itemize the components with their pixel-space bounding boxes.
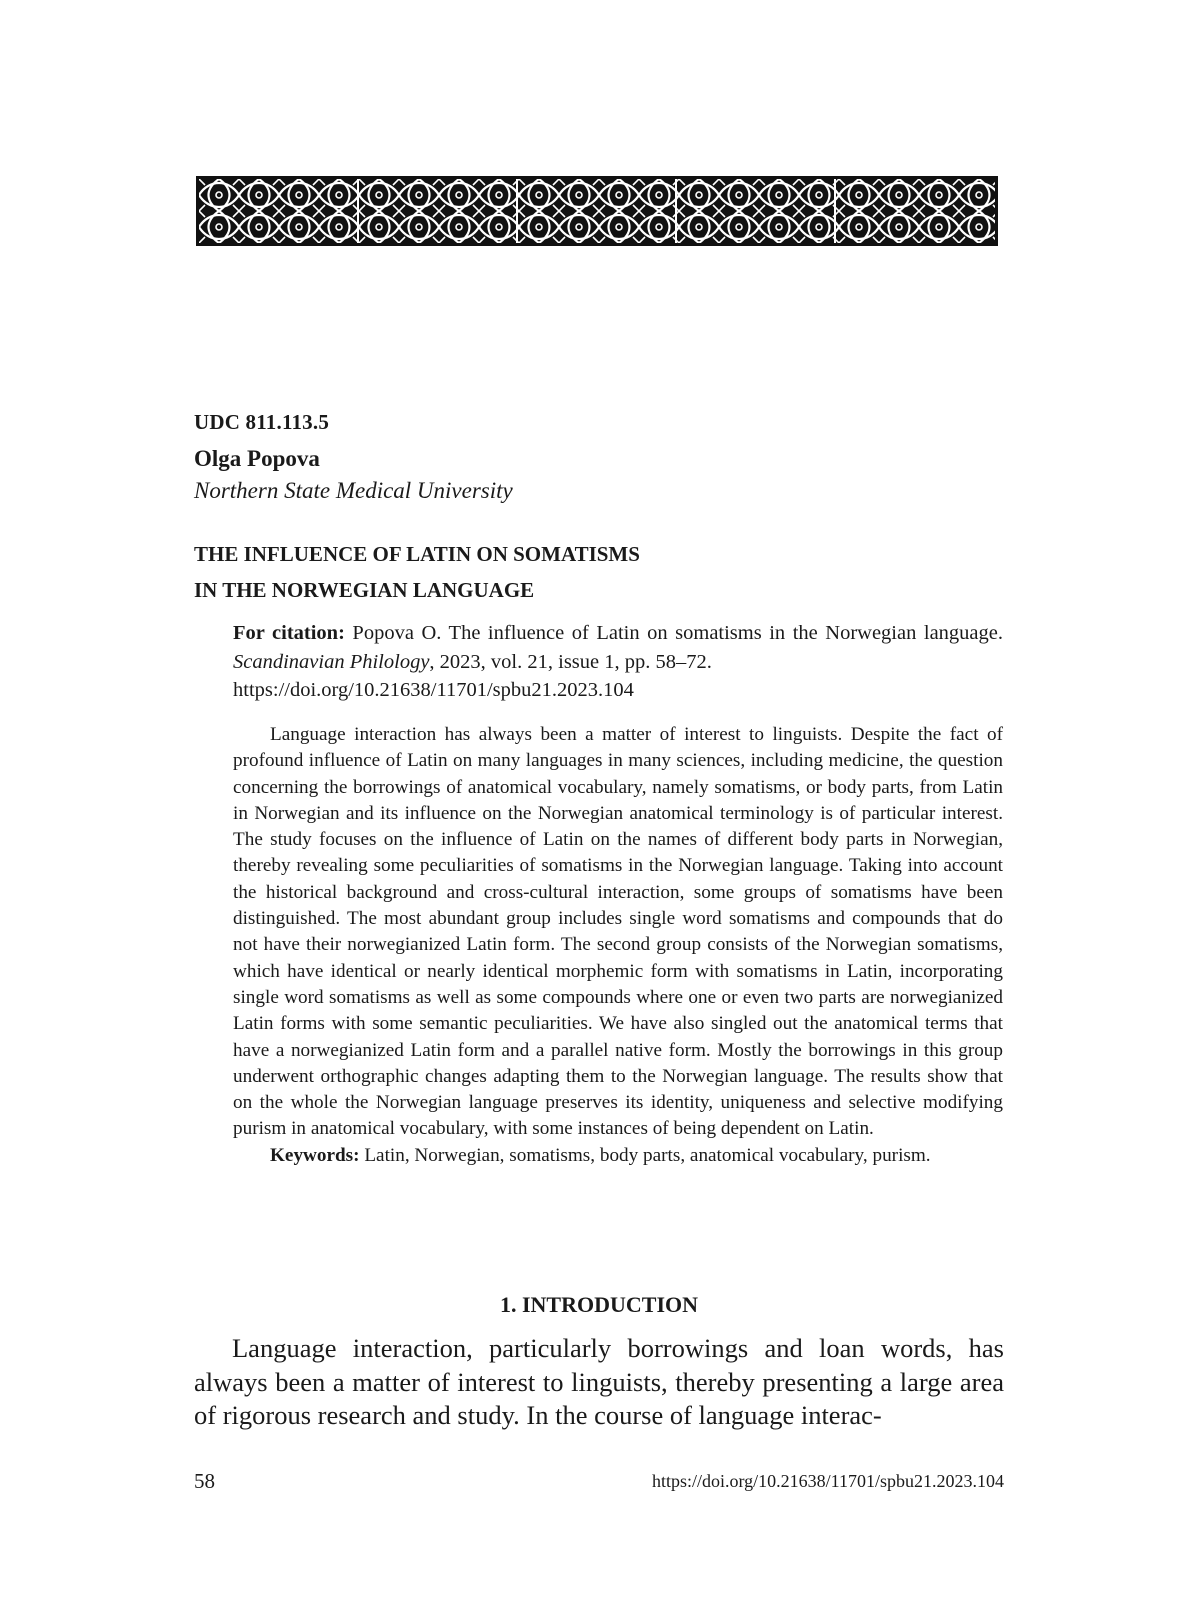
citation-label: For citation: (233, 622, 345, 644)
body-text (194, 1332, 1004, 1433)
citation-block (233, 619, 1003, 705)
udc-code: UDC 811.113.5 (194, 410, 330, 434)
intro-paragraph: Language interaction, particularly borrowings and loan words, has always been a matter of interest to linguists, thereby presenting a large area of rigorous research and study. In the course of language interac- (194, 1333, 1004, 1430)
citation-journal: Scandinavian Philology (233, 650, 430, 673)
article-title (194, 536, 994, 608)
keywords-line (233, 1143, 1003, 1169)
author-affiliation: Northern State Medical University (194, 478, 513, 503)
footer-doi-link[interactable]: https://doi.org/10.21638/11701/spbu21.2023.104 (651, 1471, 1004, 1491)
keywords-list: Latin, Norwegian, somatisms, body parts, anatomical vocabulary, purism. (359, 1144, 931, 1166)
page-number: 58 (194, 1469, 215, 1493)
abstract-block (233, 722, 1003, 1169)
abstract-text: Language interaction has always been a matter of interest to linguists. Despite the fact of profound influence of Latin on many languages in many sciences, including medicine, the question concerning the borrowings of anatomical vocabulary, namely somatisms, or body parts, from Latin in Norwegian and its influence on the Norwegian anatomical terminology is of particular interest. The study focuses on the influence of Latin on the names of different body parts in Norwegian, thereby revealing some peculiarities of somatisms in the Norwegian language. Taking into account the historical background and cross-cultural interaction, some groups of somatisms have been distinguished. The most abundant group includes single word somatisms and compounds that do not have their norwegianized Latin form. The second group consists of the Norwegian somatisms, which have identical or nearly identical morphemic form with somatisms in Latin, incorporating single word somatisms as well as some compounds where one or even two parts are norwegianized Latin forms with some semantic peculiarities. We have also singled out the anatomical terms that have a norwegianized Latin form and a parallel native form. Mostly the borrowings in this group underwent orthographic changes adapting them to the Norwegian language. The results show that on the whole the Norwegian language preserves its identity, uniqueness and selective modifying purism in anatomical vocabulary, with some instances of being dependent on Latin. (233, 724, 1003, 1140)
celtic-knotwork-ornament-icon (196, 176, 998, 246)
title-line-1: THE INFLUENCE OF LATIN ON SOMATISMS (194, 542, 640, 566)
keywords-label: Keywords: (270, 1144, 360, 1166)
citation-text-after: , 2023, vol. 21, issue 1, pp. 58–72. (429, 650, 712, 673)
author-name: Olga Popova (194, 446, 320, 471)
title-line-2: IN THE NORWEGIAN LANGUAGE (194, 578, 535, 602)
section-heading: 1. INTRODUCTION (499, 1292, 699, 1317)
citation-text-before: Popova O. The influence of Latin on somatisms in the Norwegian language. (344, 622, 1003, 644)
citation-doi-link[interactable]: https://doi.org/10.21638/11701/spbu21.2023.104 (233, 679, 634, 701)
